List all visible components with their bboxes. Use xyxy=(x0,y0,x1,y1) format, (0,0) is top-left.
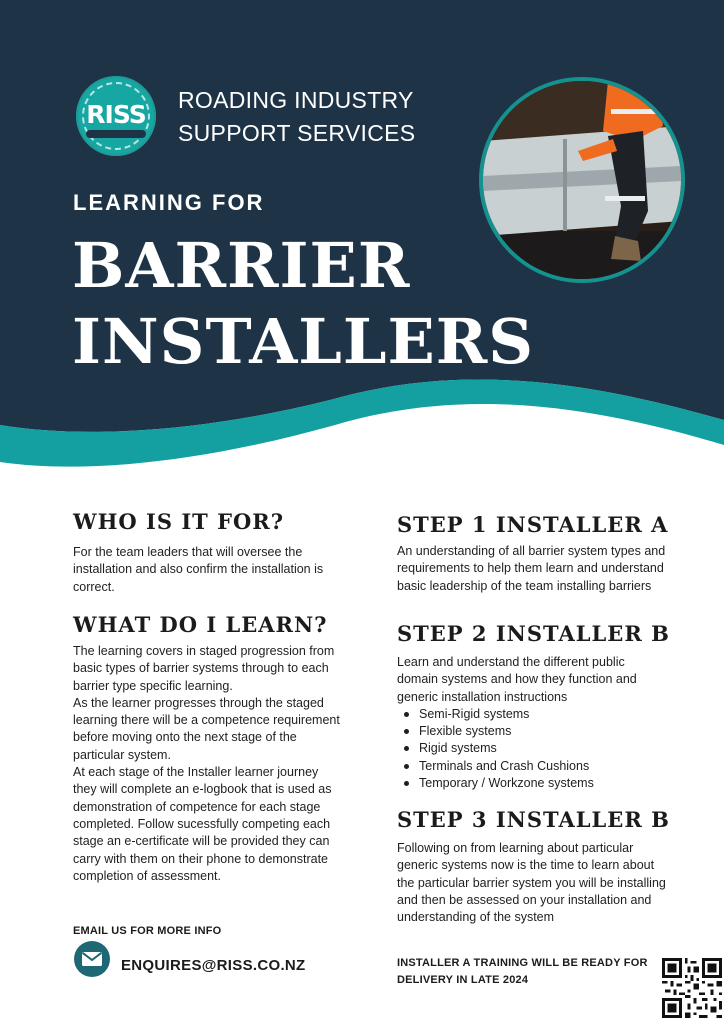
logo-text: RISS xyxy=(86,100,146,129)
page-title xyxy=(72,228,534,380)
step-1-heading: STEP 1 INSTALLER A xyxy=(397,512,669,537)
what-paragraph-2: As the learner progresses through the staged learning there will be a competence requirement before moving onto the next stage of the particular system. xyxy=(73,695,340,762)
logo-road-graphic xyxy=(86,130,146,138)
email-link[interactable]: ENQUIRES@RISS.CO.NZ xyxy=(121,957,306,974)
title-line-1: BARRIER xyxy=(72,229,411,302)
step-3-text: Following on from learning about particular generic systems now is the time to learn about the particular barrier system you will be installing and then be assessed on your installation and understanding of the system xyxy=(397,841,666,925)
what-paragraph-1: The learning covers in staged progression from basic types of barrier systems through to each barrier type specific learning. xyxy=(73,644,335,693)
org-name-line-1: ROADING INDUSTRY xyxy=(178,87,414,113)
mail-icon[interactable] xyxy=(74,941,110,977)
envelope-icon xyxy=(74,941,110,977)
what-do-i-learn-body xyxy=(73,643,345,885)
riss-logo xyxy=(76,76,156,156)
training-notice: INSTALLER A TRAINING WILL BE READY FOR DELIVERY IN LATE 2024 xyxy=(397,957,648,986)
list-item: Terminals and Crash Cushions xyxy=(397,758,669,775)
title-line-2: INSTALLERS xyxy=(72,305,535,378)
org-name-line-2: SUPPORT SERVICES xyxy=(178,120,416,146)
qr-code-icon xyxy=(662,958,722,1018)
email-label: EMAIL US FOR MORE INFO xyxy=(73,925,222,937)
installer-photo xyxy=(479,77,685,283)
step-2-system-list xyxy=(397,706,669,792)
step-2-heading: STEP 2 INSTALLER B xyxy=(397,621,670,646)
what-do-i-learn-heading: WHAT DO I LEARN? xyxy=(73,612,328,637)
hero-banner xyxy=(0,0,724,480)
list-item: Flexible systems xyxy=(397,723,669,740)
who-is-it-for-text: For the team leaders that will oversee the installation and also confirm the installation is correct. xyxy=(73,545,324,594)
step-2-text: Learn and understand the different public domain systems and how they function and generic installation instructions xyxy=(397,655,637,704)
list-item: Rigid systems xyxy=(397,740,669,757)
who-is-it-for-heading: WHO IS IT FOR? xyxy=(73,509,285,534)
step-2-body xyxy=(397,654,669,792)
kicker-text: LEARNING FOR xyxy=(73,190,265,215)
step-3-heading: STEP 3 INSTALLER B xyxy=(397,807,670,832)
list-item: Temporary / Workzone systems xyxy=(397,775,669,792)
list-item: Semi-Rigid systems xyxy=(397,706,669,723)
qr-code[interactable] xyxy=(662,958,722,1018)
step-1-text: An understanding of all barrier system types and requirements to help them learn and understand basic leadership of the team installing barriers xyxy=(397,544,666,593)
organisation-name xyxy=(178,84,415,150)
what-paragraph-3: At each stage of the Installer learner journey they will complete an e-logbook that is used as demonstration of competence for each stage completed. Follow sucessfully competing each stage an e-certificate will be provided they can carry with them on their phone to demonstrate completion of assessment. xyxy=(73,765,332,883)
installer-photo-illustration xyxy=(483,81,681,279)
